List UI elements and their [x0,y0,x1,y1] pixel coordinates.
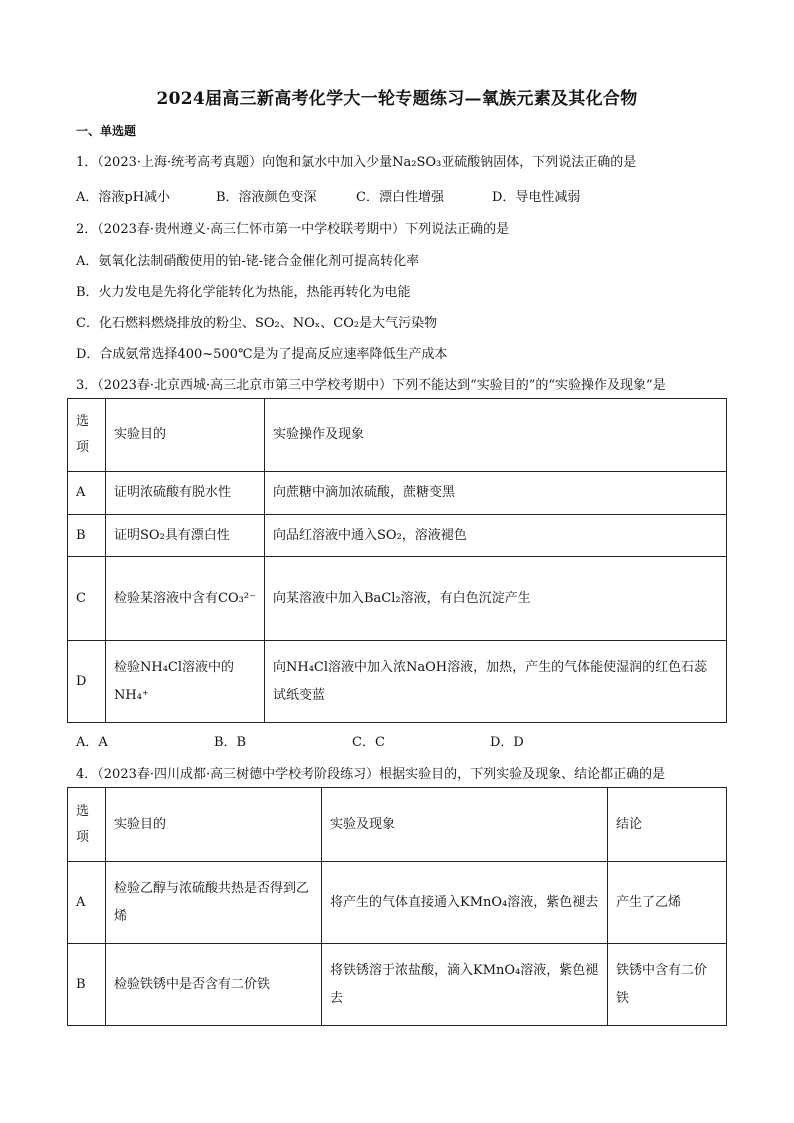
q3-option-a: A．A [76,735,108,750]
table-row [68,862,727,944]
table-row [68,557,727,641]
table-row [68,944,727,1026]
table-cell: 将产生的气体直接通入KMnO₄溶液，紫色褪去 [322,862,608,944]
table-header-cell: 实验目的 [106,399,265,472]
table-cell: 证明SO₂具有漂白性 [106,515,265,557]
table-cell: C [68,557,106,641]
table-cell: 铁锈中含有二价铁 [608,944,727,1026]
question-4-table [67,787,727,1026]
table-cell: A [68,472,106,515]
table-row [68,515,727,557]
section-heading: 一、单选题 [76,124,137,138]
q2-option-c: C．化石燃料燃烧排放的粉尘、SO₂、NOₓ、CO₂是大气污染物 [76,316,438,331]
table-cell: 检验铁锈中是否含有二价铁 [106,944,322,1026]
table-cell: 证明浓硫酸有脱水性 [106,472,265,515]
table-cell: 检验乙醇与浓硫酸共热是否得到乙烯 [106,862,322,944]
table-cell: B [68,515,106,557]
question-1-options [76,186,580,205]
table-cell: 向品红溶液中通入SO₂，溶液褪色 [265,515,727,557]
table-cell: 将铁锈溶于浓盐酸，滴入KMnO₄溶液，紫色褪去 [322,944,608,1026]
q2-option-b: B．火力发电是先将化学能转化为热能，热能再转化为电能 [76,285,411,300]
table-row [68,788,727,862]
q1-option-b: B．溶液颜色变深 [216,190,317,205]
q1-option-c: C．漂白性增强 [356,190,444,205]
table-cell: A [68,862,106,944]
question-4-stem: 4．（2023春·四川成都·高三树德中学校考阶段练习）根据实验目的，下列实验及现象、结论都正确的是 [76,767,666,782]
q3-option-b: B．B [214,735,247,750]
table-header-cell: 选项 [68,788,106,862]
q1-option-a: A．溶液pH减小 [76,190,171,205]
table-row [68,472,727,515]
table-cell: 向蔗糖中滴加浓硫酸，蔗糖变黑 [265,472,727,515]
q2-option-a: A．氨氧化法制硝酸使用的铂-铑-铑合金催化剂可提高转化率 [76,254,420,269]
table-cell: 产生了乙烯 [608,862,727,944]
question-3-options [76,731,524,750]
page-title: 2024届高三新高考化学大一轮专题练习—氧族元素及其化合物 [156,89,638,109]
table-cell: 向NH₄Cl溶液中加入浓NaOH溶液，加热，产生的气体能使湿润的红色石蕊试纸变蓝 [265,641,727,723]
table-cell: D [68,641,106,723]
q1-option-d: D．导电性减弱 [492,190,581,205]
q3-option-d: D．D [490,735,524,750]
table-row [68,399,727,472]
q2-option-d: D．合成氨常选择400~500℃是为了提高反应速率降低生产成本 [76,347,448,362]
question-3-table [67,398,727,723]
table-cell: B [68,944,106,1026]
table-header-cell: 实验及现象 [322,788,608,862]
table-header-cell: 选项 [68,399,106,472]
q3-option-c: C．C [352,735,385,750]
table-row [68,641,727,723]
table-cell: 向某溶液中加入BaCl₂溶液，有白色沉淀产生 [265,557,727,641]
table-header-cell: 结论 [608,788,727,862]
table-cell: 检验某溶液中含有CO₃²⁻ [106,557,265,641]
table-header-cell: 实验操作及现象 [265,399,727,472]
question-3-stem: 3．（2023春·北京西城·高三北京市第三中学校考期中）下列不能达到“实验目的”的“实验操作及现象”是 [76,378,666,393]
table-header-cell: 实验目的 [106,788,322,862]
table-cell: 检验NH₄Cl溶液中的NH₄⁺ [106,641,265,723]
question-2-stem: 2．（2023春·贵州遵义·高三仁怀市第一中学校联考期中）下列说法正确的是 [76,222,510,237]
question-1-stem: 1．（2023·上海·统考高考真题）向饱和氯水中加入少量Na₂SO₃亚硫酸钠固体，下列说法正确的是 [76,155,637,170]
